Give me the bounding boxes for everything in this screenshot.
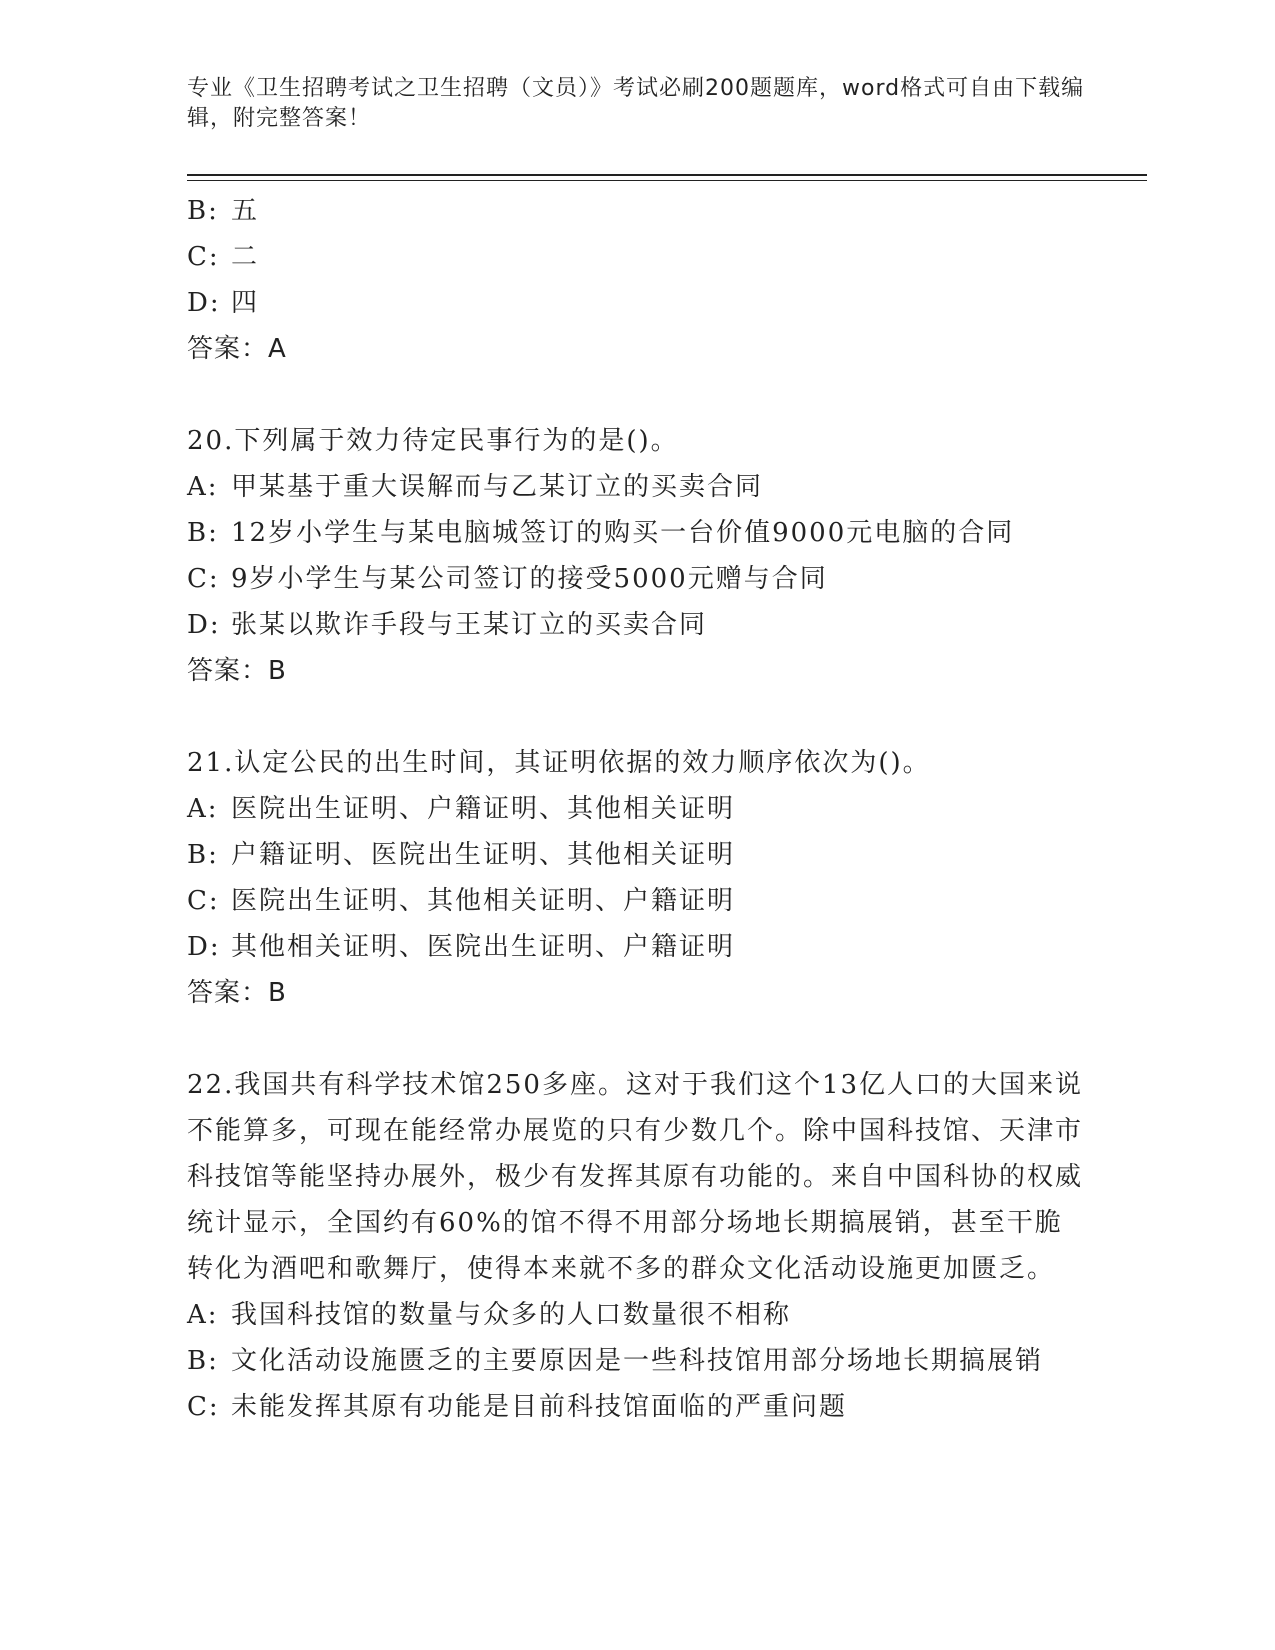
answer-q20: 答案：B xyxy=(187,656,287,686)
question-content xyxy=(187,188,1087,1430)
option-text: 四 xyxy=(231,288,260,318)
option-a xyxy=(187,464,1087,510)
option-text: 12岁小学生与某电脑城签订的购买一台价值9000元电脑的合同 xyxy=(231,518,1015,548)
answer-q21: 答案：B xyxy=(187,978,287,1008)
option-a xyxy=(187,1292,1087,1338)
option-letter: A: xyxy=(187,472,219,502)
option-c xyxy=(187,878,1087,924)
question-stem-22: 22.我国共有科学技术馆250多座。这对于我们这个13亿人口的大国来说不能算多，可现在能经常办展览的只有少数几个。除中国科技馆、天津市科技馆等能坚持办展外，极少有发挥其原有功能的。来自中国科协的权威统计显示，全国约有60%的馆不得不用部分场地长期搞展销，甚至干脆转化为酒吧和歌舞厅，使得本来就不多的群众文化活动设施更加匮乏。 xyxy=(187,1070,1084,1284)
spacer xyxy=(187,694,1087,740)
option-letter: B: xyxy=(187,840,219,870)
answer-q19: 答案：A xyxy=(187,334,287,364)
header-rule-thick xyxy=(187,174,1147,176)
option-letter: C: xyxy=(187,564,220,594)
option-d xyxy=(187,924,1087,970)
option-letter: A: xyxy=(187,794,219,824)
option-letter: B: xyxy=(187,196,219,226)
question-stem-20: 20.下列属于效力待定民事行为的是()。 xyxy=(187,426,679,456)
option-a xyxy=(187,786,1087,832)
option-letter: D: xyxy=(187,932,221,962)
option-letter: A: xyxy=(187,1300,219,1330)
option-b xyxy=(187,1338,1087,1384)
option-d xyxy=(187,280,1087,326)
spacer xyxy=(187,372,1087,418)
option-letter: C: xyxy=(187,886,220,916)
option-text: 甲某基于重大误解而与乙某订立的买卖合同 xyxy=(231,472,764,502)
option-letter: D: xyxy=(187,610,221,640)
option-text: 文化活动设施匮乏的主要原因是一些科技馆用部分场地长期搞展销 xyxy=(231,1346,1044,1376)
option-text: 其他相关证明、医院出生证明、户籍证明 xyxy=(231,932,736,962)
option-d xyxy=(187,602,1087,648)
option-letter: C: xyxy=(187,1392,220,1422)
option-b xyxy=(187,510,1087,556)
option-b xyxy=(187,832,1087,878)
question-stem-21: 21.认定公民的出生时间，其证明依据的效力顺序依次为()。 xyxy=(187,748,931,778)
option-text: 张某以欺诈手段与王某订立的买卖合同 xyxy=(231,610,708,640)
option-letter: C: xyxy=(187,242,220,272)
option-c xyxy=(187,1384,1087,1430)
option-text: 医院出生证明、户籍证明、其他相关证明 xyxy=(231,794,736,824)
document-header: 专业《卫生招聘考试之卫生招聘（文员）》考试必刷200题题库，word格式可自由下载编辑，附完整答案！ xyxy=(187,76,1085,131)
option-text: 我国科技馆的数量与众多的人口数量很不相称 xyxy=(231,1300,792,1330)
option-text: 9岁小学生与某公司签订的接受5000元赠与合同 xyxy=(231,564,828,594)
option-text: 医院出生证明、其他相关证明、户籍证明 xyxy=(231,886,736,916)
option-letter: D: xyxy=(187,288,221,318)
option-c xyxy=(187,556,1087,602)
option-b xyxy=(187,188,1087,234)
option-letter: B: xyxy=(187,518,219,548)
option-c xyxy=(187,234,1087,280)
option-letter: B: xyxy=(187,1346,219,1376)
option-text: 五 xyxy=(231,196,260,226)
spacer xyxy=(187,1016,1087,1062)
option-text: 二 xyxy=(231,242,260,272)
header-rule-thin xyxy=(187,180,1147,181)
option-text: 未能发挥其原有功能是目前科技馆面临的严重问题 xyxy=(231,1392,848,1422)
option-text: 户籍证明、医院出生证明、其他相关证明 xyxy=(231,840,736,870)
